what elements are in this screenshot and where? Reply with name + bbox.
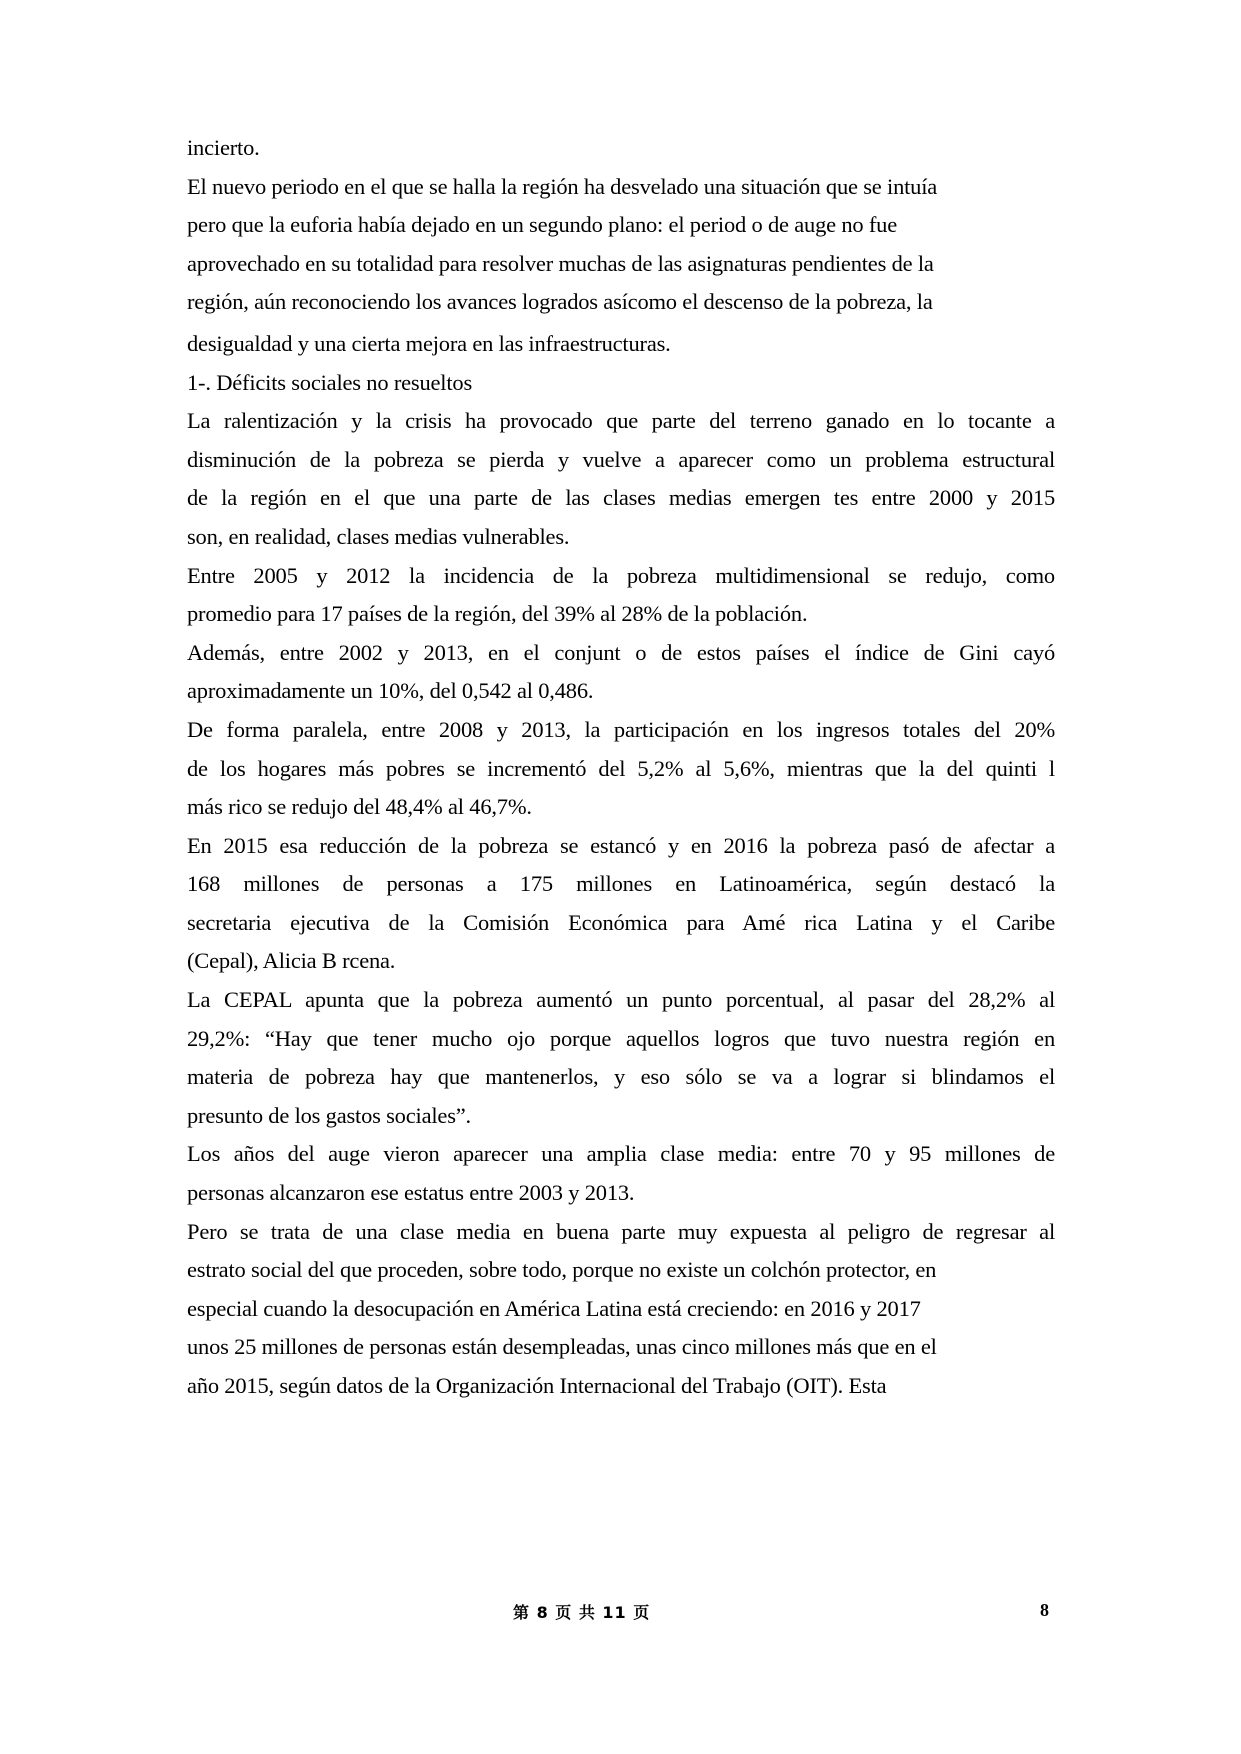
text-line: incierto. xyxy=(187,135,260,160)
page-count-label: 第 8 页 共 11 页 xyxy=(513,1603,651,1622)
body-text xyxy=(187,129,1055,1406)
text-line: aprovechado en su totalidad para resolver muchas de las asignaturas pendientes de la xyxy=(187,250,934,276)
text-line: estrato social del que proceden, sobre todo, porque no existe un colchón protector, en xyxy=(187,1257,937,1283)
text-line: más rico se redujo del 48,4% al 46,7%. xyxy=(187,794,532,820)
text-line: Además, entre 2002 y 2013, en el conjunt o de estos países el índice de Gini cayó xyxy=(187,639,1055,665)
text-line: de los hogares más pobres se incrementó del 5,2% al 5,6%, mientras que la del quinti l xyxy=(187,755,1055,781)
text-line: De forma paralela, entre 2008 y 2013, la participación en los ingresos totales del 20% xyxy=(187,716,1055,742)
text-line: año 2015, según datos de la Organización Internacional del Trabajo (OIT). Esta xyxy=(187,1373,887,1398)
text-line: pero que la euforia había dejado en un segundo plano: el period o de auge no fue xyxy=(187,212,897,238)
text-line: Pero se trata de una clase media en buena parte muy expuesta al peligro de regresar al xyxy=(187,1218,1055,1244)
text-line: desigualdad y una cierta mejora en las infraestructuras. xyxy=(187,330,671,356)
text-line: aproximadamente un 10%, del 0,542 al 0,486. xyxy=(187,678,594,704)
text-line: región, aún reconociendo los avances logrados asícomo el descenso de la pobreza, la xyxy=(187,289,933,315)
text-line: Entre 2005 y 2012 la incidencia de la pobreza multidimensional se redujo, como xyxy=(187,562,1055,588)
text-line: promedio para 17 países de la región, del 39% al 28% de la población. xyxy=(187,601,808,627)
text-line: presunto de los gastos sociales”. xyxy=(187,1102,471,1128)
text-line: secretaria ejecutiva de la Comisión Económica para Amé rica Latina y el Caribe xyxy=(187,909,1055,935)
text-line: La CEPAL apunta que la pobreza aumentó un punto porcentual, al pasar del 28,2% al xyxy=(187,987,1055,1013)
text-line: En 2015 esa reducción de la pobreza se estancó y en 2016 la pobreza pasó de afectar a xyxy=(187,832,1055,858)
text-line: materia de pobreza hay que mantenerlos, y eso sólo se va a lograr si blindamos el xyxy=(187,1064,1055,1090)
page-footer xyxy=(0,1600,1241,1630)
text-line: La ralentización y la crisis ha provocado que parte del terreno ganado en lo tocante a xyxy=(187,408,1055,434)
text-line: (Cepal), Alicia B rcena. xyxy=(187,948,396,974)
text-line: 168 millones de personas a 175 millones en Latinoamérica, según destacó la xyxy=(187,871,1055,897)
text-line: son, en realidad, clases medias vulnerables. xyxy=(187,523,570,549)
text-line: El nuevo periodo en el que se halla la región ha desvelado una situación que se intuía xyxy=(187,173,938,199)
text-line: personas alcanzaron ese estatus entre 2003 y 2013. xyxy=(187,1180,635,1206)
text-line: 1-. Déficits sociales no resueltos xyxy=(187,369,472,395)
text-line: Los años del auge vieron aparecer una amplia clase media: entre 70 y 95 millones de xyxy=(187,1141,1055,1167)
text-line: disminución de la pobreza se pierda y vuelve a aparecer como un problema estructural xyxy=(187,446,1055,472)
text-line: especial cuando la desocupación en América Latina está creciendo: en 2016 y 2017 xyxy=(187,1295,921,1321)
text-line: unos 25 millones de personas están desempleadas, unas cinco millones más que en el xyxy=(187,1334,937,1360)
text-line: de la región en el que una parte de las clases medias emergen tes entre 2000 y 2015 xyxy=(187,485,1055,511)
page-number: 8 xyxy=(1040,1600,1049,1620)
text-line: 29,2%: “Hay que tener mucho ojo porque aquellos logros que tuvo nuestra región en xyxy=(187,1025,1055,1051)
